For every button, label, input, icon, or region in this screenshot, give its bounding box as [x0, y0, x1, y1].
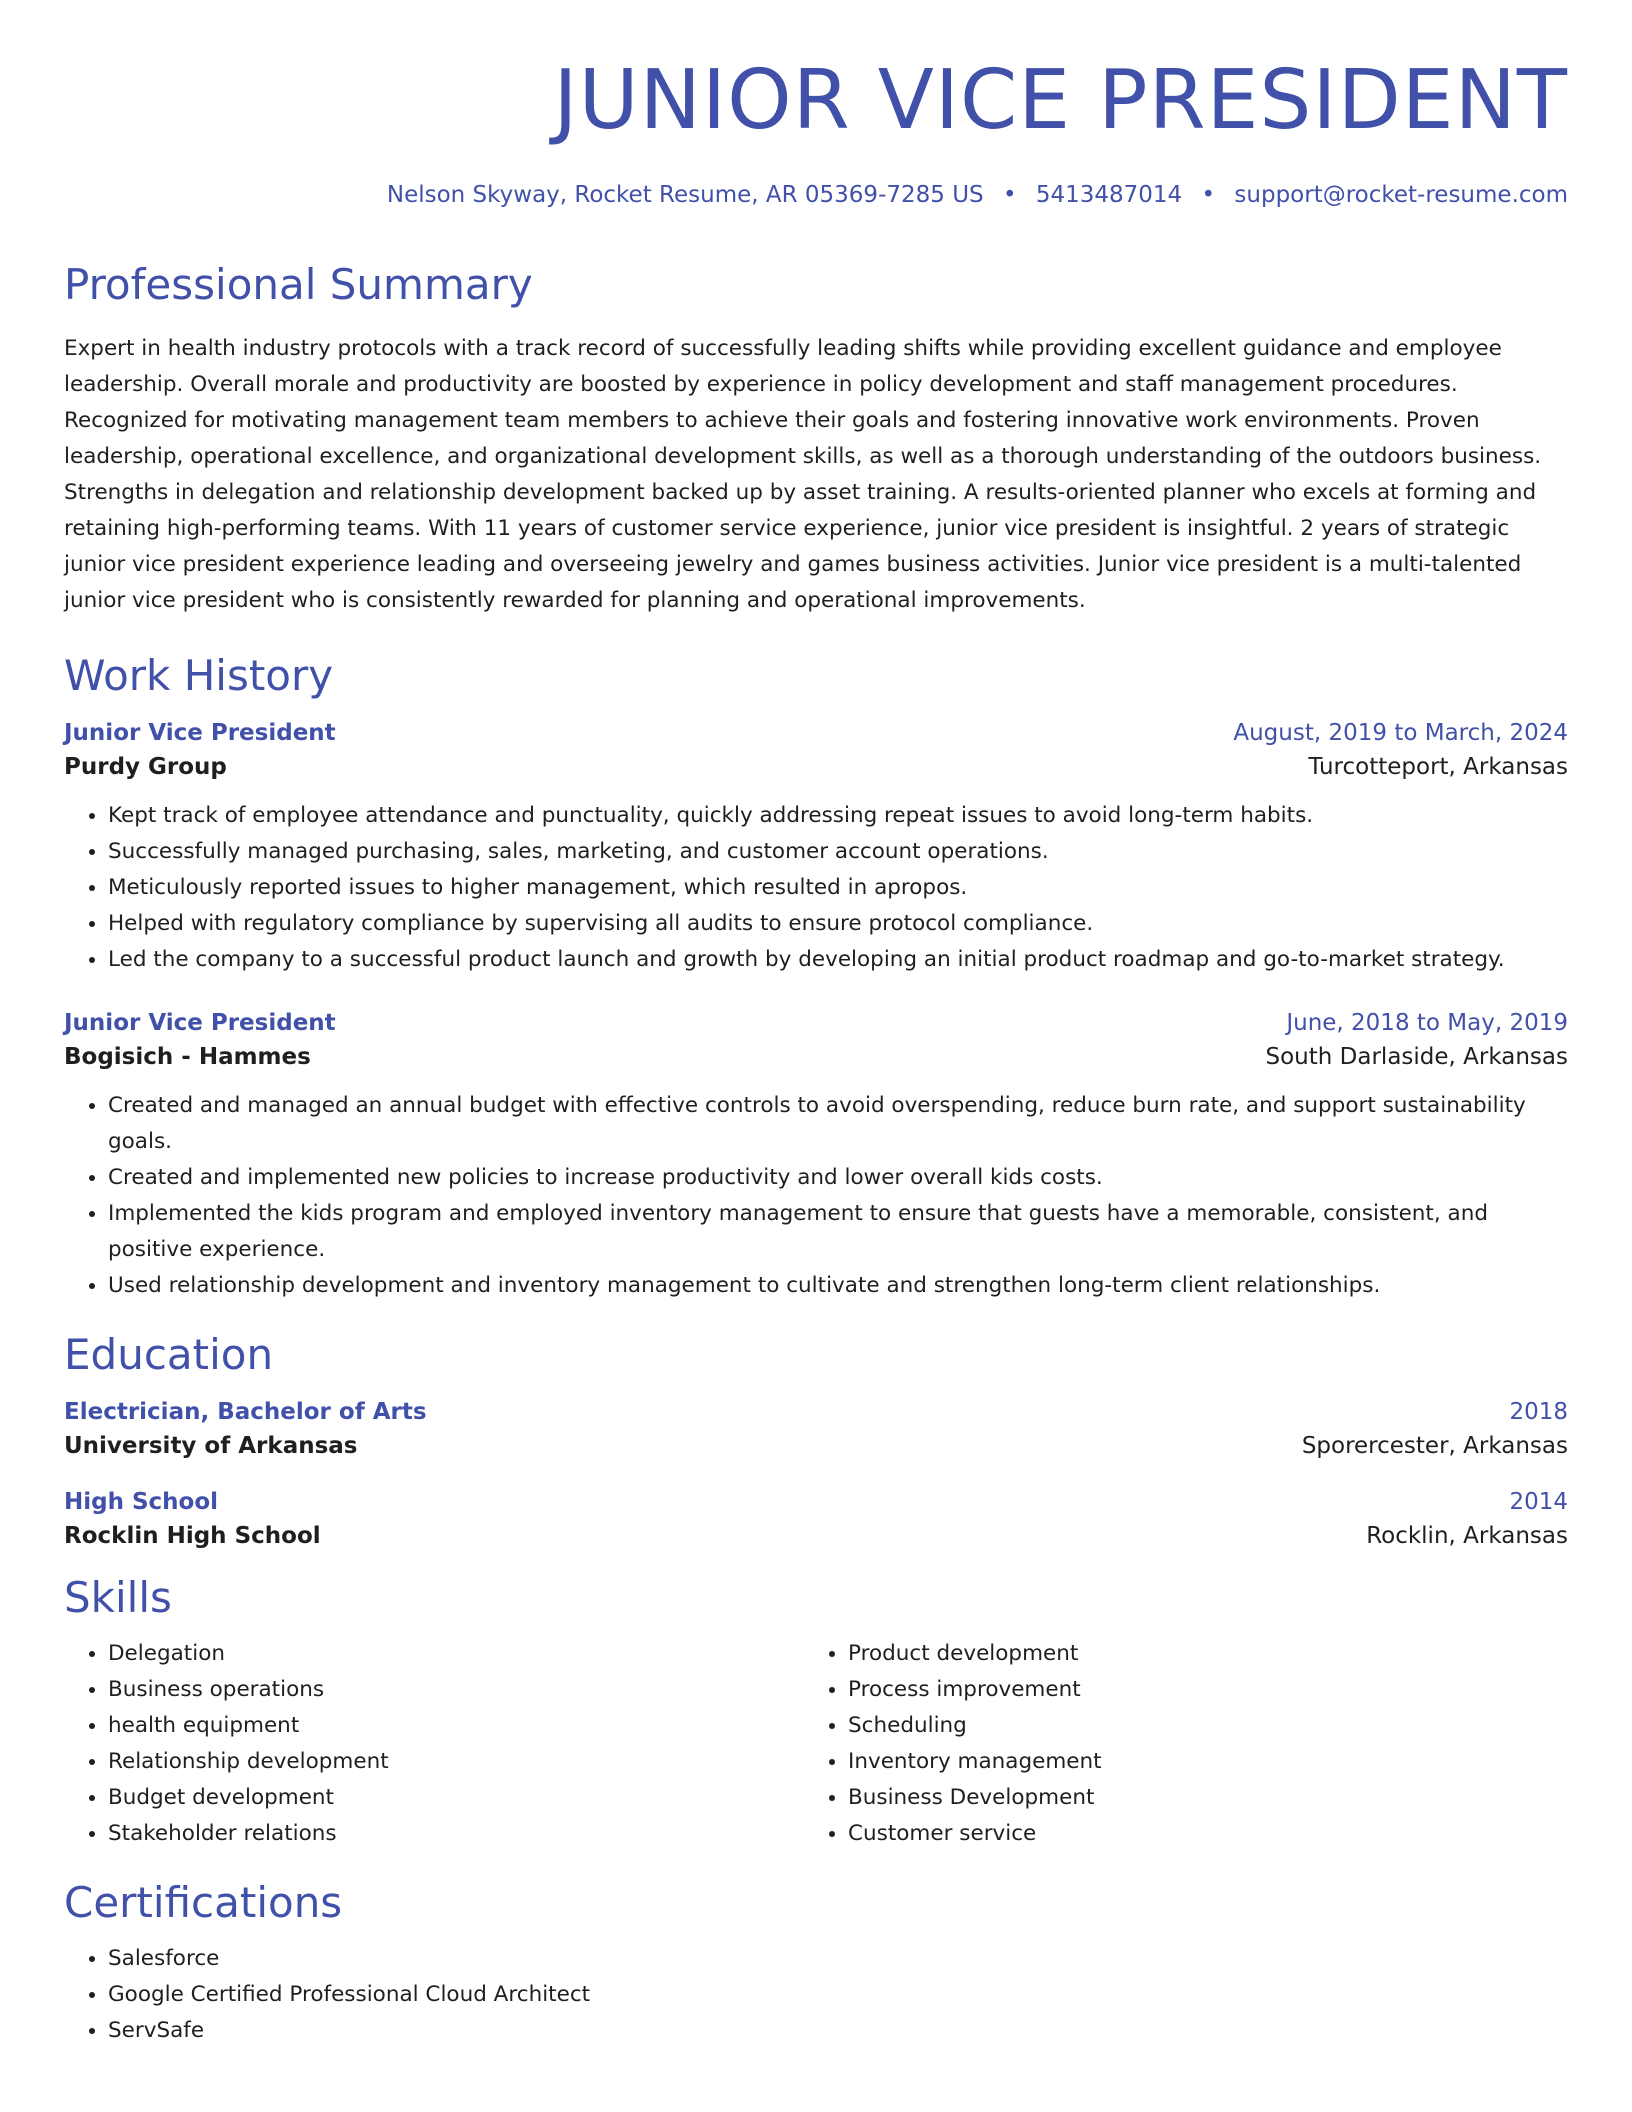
job-org-row: [64, 1036, 1568, 1070]
education-header-row: [64, 1399, 1568, 1425]
education-header-row: [64, 1489, 1568, 1515]
job-bullet: • Implemented the kids program and employed inventory management to ensure that guests have a memorable, consistent, and positive experience.: [108, 1196, 1568, 1268]
job-bullet: • Used relationship development and inventory management to cultivate and strengthen long-term client relationships.: [108, 1268, 1568, 1304]
education-year: 2014: [1509, 1489, 1568, 1515]
job-bullet: • Created and implemented new policies to increase productivity and lower overall kids costs.: [108, 1160, 1568, 1196]
resume-title: JUNIOR VICE PRESIDENT: [553, 53, 1568, 148]
certification-item: • Google Certified Professional Cloud Architect: [108, 1977, 1568, 2013]
certifications-heading: Certifications: [64, 1878, 343, 1927]
work-history-heading: Work History: [64, 651, 334, 700]
skill-item: • Customer service: [848, 1816, 1568, 1852]
job-dates: June, 2018 to May, 2019: [1286, 1010, 1568, 1036]
job-header-row: [64, 1010, 1568, 1036]
skill-item: • Stakeholder relations: [108, 1816, 804, 1852]
skill-item: • Scheduling: [848, 1708, 1568, 1744]
job-title: Junior Vice President: [64, 1010, 336, 1036]
certification-item: • Salesforce: [108, 1941, 1568, 1977]
job-company: Bogisich - Hammes: [64, 1044, 311, 1070]
certifications-list: [64, 1941, 1568, 2049]
education-school-row: [64, 1515, 1568, 1549]
job-dates: August, 2019 to March, 2024: [1233, 720, 1568, 746]
skill-item: • Inventory management: [848, 1744, 1568, 1780]
job-entry: [64, 720, 1568, 978]
education-entry: [64, 1489, 1568, 1549]
job-company: Purdy Group: [64, 754, 227, 780]
education-degree: Electrician, Bachelor of Arts: [64, 1399, 427, 1425]
skills-list: [64, 1636, 1568, 1852]
job-location: Turcotteport, Arkansas: [1308, 754, 1568, 780]
skills-column-right: [804, 1636, 1568, 1852]
contact-separator: •: [1201, 182, 1216, 208]
job-bullet: • Helped with regulatory compliance by supervising all audits to ensure protocol compliance.: [108, 906, 1568, 942]
job-title: Junior Vice President: [64, 720, 336, 746]
skill-item: • health equipment: [108, 1708, 804, 1744]
job-bullet: • Meticulously reported issues to higher management, which resulted in apropos.: [108, 870, 1568, 906]
job-bullet: • Kept track of employee attendance and punctuality, quickly addressing repeat issues to avoid long-term habits.: [108, 798, 1568, 834]
education-school: University of Arkansas: [64, 1433, 358, 1459]
skill-item: • Product development: [848, 1636, 1568, 1672]
skill-item: • Business Development: [848, 1780, 1568, 1816]
job-location: South Darlaside, Arkansas: [1265, 1044, 1568, 1070]
education-location: Rocklin, Arkansas: [1366, 1523, 1568, 1549]
summary-text: Expert in health industry protocols with a track record of successfully leading shifts while providing excellent guidance and employee leadership. Overall morale and productivity are boosted by experience in policy development and staff management procedures. Recognized for motivating management team members to achieve their goals and fostering innovative work environments. Proven leadership, operational excellence, and organizational development skills, as well as a thorough understanding of the outdoors business. Strengths in delegation and relationship development backed up by asset training. A results-oriented planner who excels at forming and retaining high-performing teams. With 11 years of customer service experience, junior vice president is insightful. 2 years of strategic junior vice president experience leading and overseeing jewelry and games business activities. Junior vice president is a multi-talented junior vice president who is consistently rewarded for planning and operational improvements.: [64, 336, 1542, 613]
job-bullet: • Successfully managed purchasing, sales, marketing, and customer account operations.: [108, 834, 1568, 870]
education-year: 2018: [1509, 1399, 1568, 1425]
skills-heading: Skills: [64, 1573, 172, 1622]
contact-separator: •: [1002, 182, 1017, 208]
skill-item: • Business operations: [108, 1672, 804, 1708]
contact-email[interactable]: support@rocket-resume.com: [1234, 182, 1568, 208]
contact-address: Nelson Skyway, Rocket Resume, AR 05369-7285 US: [386, 182, 984, 208]
job-org-row: [64, 746, 1568, 780]
skills-column-left: [64, 1636, 804, 1852]
education-heading: Education: [64, 1330, 274, 1379]
job-bullets: [64, 798, 1568, 978]
education-degree: High School: [64, 1489, 219, 1515]
skill-item: • Relationship development: [108, 1744, 804, 1780]
job-header-row: [64, 720, 1568, 746]
education-school-row: [64, 1425, 1568, 1459]
certification-item: • ServSafe: [108, 2013, 1568, 2049]
education-school: Rocklin High School: [64, 1523, 321, 1549]
skill-item: • Process improvement: [848, 1672, 1568, 1708]
job-bullet: • Created and managed an annual budget with effective controls to avoid overspending, reduce burn rate, and support sustainability goals.: [108, 1088, 1568, 1160]
summary-heading: Professional Summary: [64, 260, 533, 309]
skill-item: • Delegation: [108, 1636, 804, 1672]
education-location: Sporercester, Arkansas: [1301, 1433, 1568, 1459]
job-bullet: • Led the company to a successful product launch and growth by developing an initial product roadmap and go-to-market strategy.: [108, 942, 1568, 978]
job-entry: [64, 1010, 1568, 1304]
contact-phone: 5413487014: [1035, 182, 1183, 208]
skill-item: • Budget development: [108, 1780, 804, 1816]
education-entry: [64, 1399, 1568, 1459]
job-bullets: [64, 1088, 1568, 1304]
contact-line: [64, 182, 1568, 208]
